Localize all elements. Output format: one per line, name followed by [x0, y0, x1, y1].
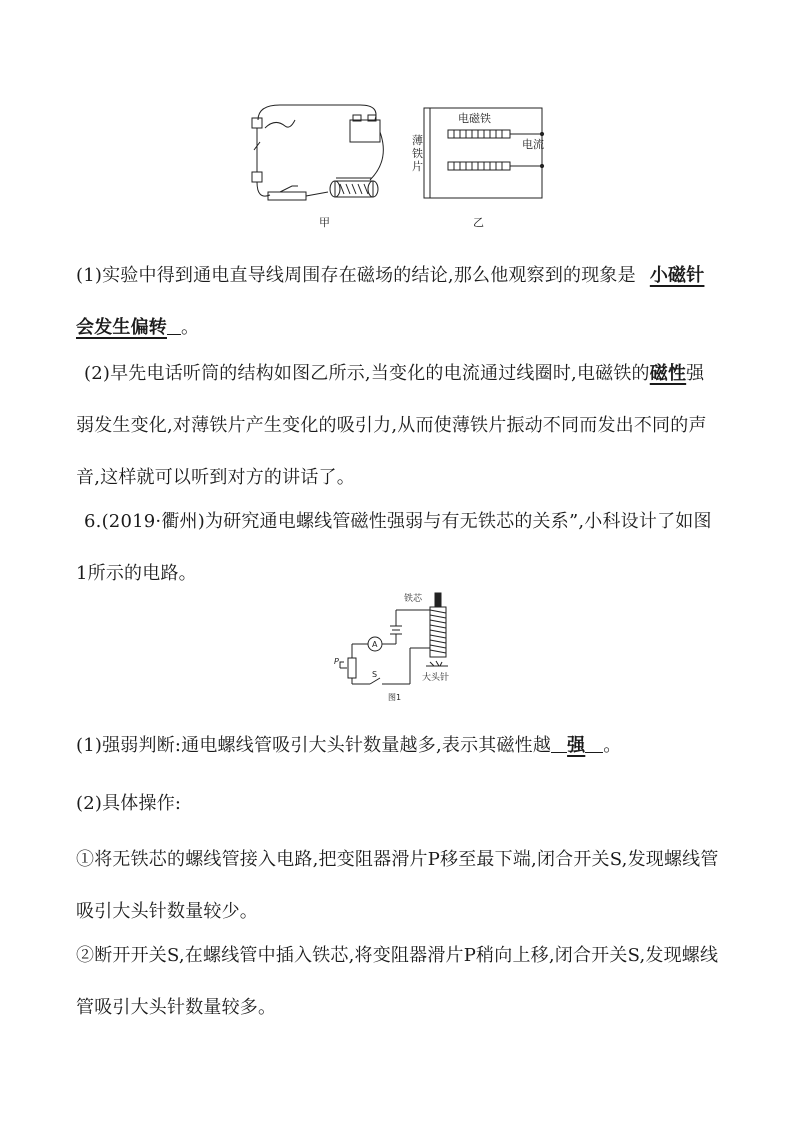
label-yi: 乙 [473, 216, 484, 229]
label-jia: 甲 [319, 216, 330, 229]
figure-1-ammeter-label: A [372, 640, 378, 649]
q6-part1-prefix: (1)强弱判断:通电螺线管吸引大头针数量越多,表示其磁性越 [76, 735, 552, 756]
figure-jia [252, 105, 383, 200]
q6-part2-text: (2)具体操作: [76, 793, 182, 814]
q6-step2 [76, 930, 720, 1034]
figure-1-core-label: 铁芯 [404, 594, 423, 604]
figure-1 [330, 588, 470, 708]
label-electromagnet: 电磁铁 [458, 112, 491, 125]
q5-part1-text: (1)实验中得到通电直导线周围存在磁场的结论,那么他观察到的现象是 [76, 265, 636, 286]
q5-part2-suffix: 强弱发生变化,对薄铁片产生变化的吸引力,从而使薄铁片振动不同而发出不同的声音,这样就可以听到对方的讲话了。 [76, 363, 707, 488]
q6-part2 [76, 778, 720, 830]
q6-step2-text: ②断开开关S,在螺线管中插入铁芯,将变阻器滑片P稍向上移,闭合开关S,发现螺线管吸引大头针数量较多。 [76, 945, 719, 1018]
q6-step1 [76, 834, 720, 938]
q6-stem [76, 496, 720, 600]
q6-stem-text: 6.(2019·衢州)为研究通电螺线管磁性强弱与有无铁芯的关系”,小科设计了如图1所示的电路。 [76, 511, 712, 584]
q6-step1-text: ①将无铁芯的螺线管接入电路,把变阻器滑片P移至最下端,闭合开关S,发现螺线管吸引大头针数量较少。 [76, 849, 719, 922]
q5-part1 [76, 250, 720, 354]
q5-part2-prefix: (2)早先电话听筒的结构如图乙所示,当变化的电流通过线圈时,电磁铁的 [84, 363, 650, 384]
figure-1-pins-label: 大头针 [422, 673, 450, 683]
q5-part1-answer: 小磁针会发生偏转 [76, 265, 705, 338]
q5-part2-answer: 磁性 [649, 363, 687, 384]
q6-part1 [76, 720, 720, 772]
figure-jia-yi [240, 100, 560, 235]
q5-part2 [76, 348, 720, 504]
figure-1-p-label: P [334, 657, 339, 666]
q6-part1-suffix: 。 [603, 735, 622, 756]
label-current: 电流 [522, 138, 544, 151]
q5-part1-suffix: 。 [181, 317, 200, 338]
figure-1-caption: 图1 [388, 693, 402, 702]
label-thin-plate: 薄铁片 [412, 134, 423, 173]
figure-1-switch-label: S [372, 670, 378, 679]
q6-part1-answer: 强 [567, 735, 586, 756]
